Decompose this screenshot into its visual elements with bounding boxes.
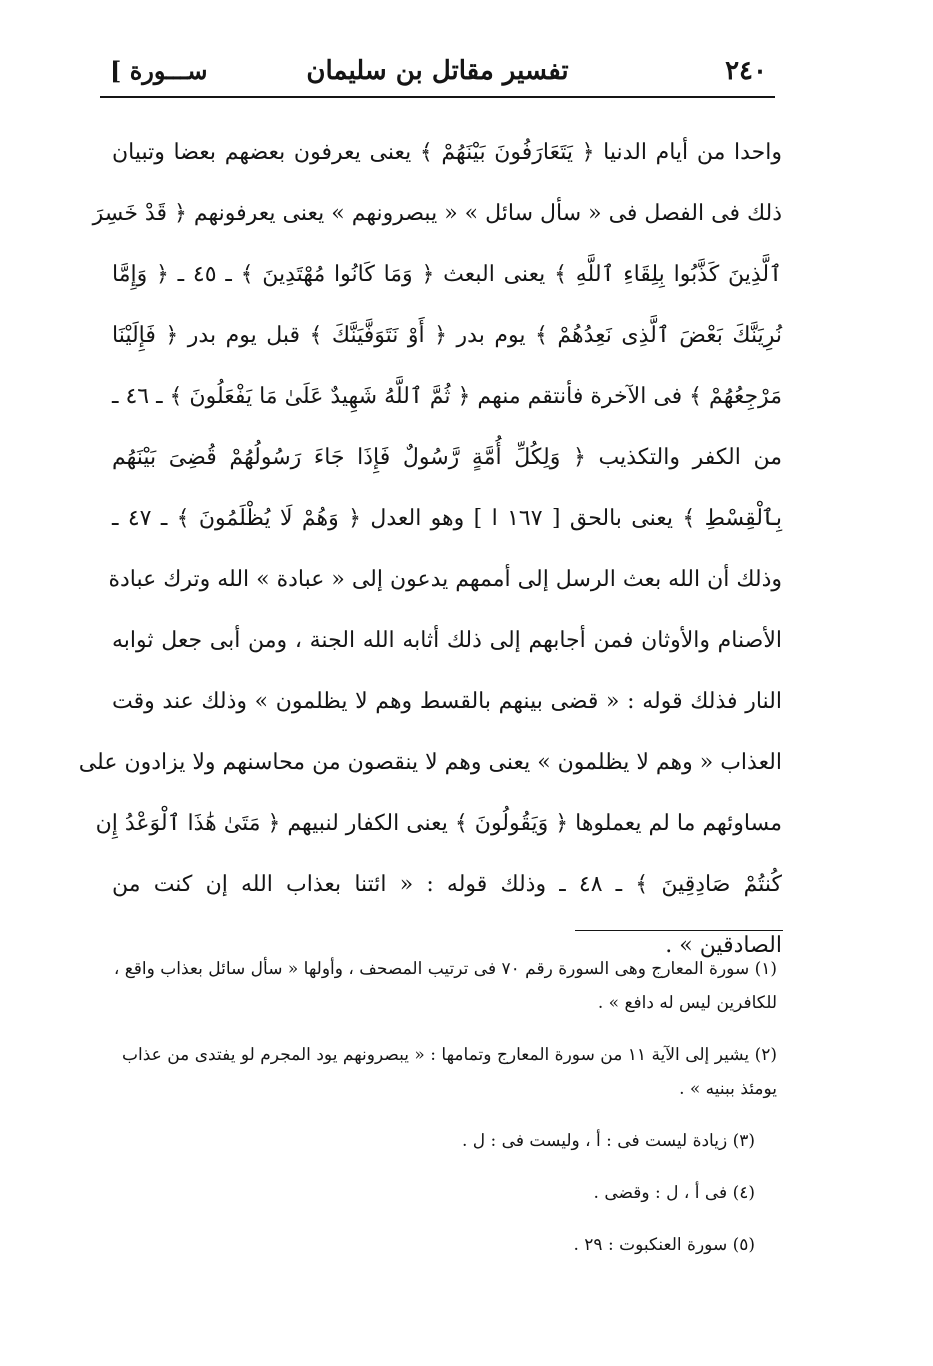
- text-line: كُنتُمْ صَادِقِينَ ﴾ ـ ٤٨ ـ وذلك قوله : « ائتنا بعذاب الله إن كنت من: [112, 872, 782, 897]
- text-line: من الكفر والتكذيب ﴿ وَلِكُلِّ أُمَّةٍ رَّسُولٌ فَإِذَا جَاءَ رَسُولُهُمْ قُضِىَ بَيْنَهُم: [112, 445, 782, 470]
- surah-label: [ ســـورة: [110, 56, 208, 85]
- text-line: وذلك أن الله بعث الرسل إلى أممهم يدعون إلى « عبادة » الله وترك عبادة: [108, 567, 782, 592]
- text-line: ٱلَّذِينَ كَذَّبُوا بِلِقَاءِ ٱللَّهِ ﴾ يعنى البعث ﴿ وَمَا كَانُوا مُهْتَدِينَ ﴾ ـ ٤٥ ـ ﴿ وَإِمَّا: [112, 262, 783, 287]
- footnote-1: [113, 952, 777, 1020]
- footnote-line: (١) سورة المعارج وهى السورة رقم ٧٠ فى ترتيب المصحف ، وأولها « سأل سائل بعذاب واقع ،: [113, 959, 777, 979]
- text-line: النار فذلك قوله : « قضى بينهم بالقسط وهم لا يظلمون » وذلك عند وقت: [112, 689, 782, 714]
- footnote-line: (٣) زيادة ليست فى : أ ، وليست فى : ل .: [461, 1131, 755, 1151]
- tafsir-text: [78, 122, 783, 976]
- footnote-line: للكافرين ليس له دافع » .: [597, 993, 777, 1013]
- footnote-2: [122, 1038, 777, 1106]
- text-line: بِٱلْقِسْطِ ﴾ يعنى بالحق [ ١٦٧ ا ] وهو العدل ﴿ وَهُمْ لَا يُظْلَمُونَ ﴾ ـ ٤٧ ـ: [112, 506, 782, 531]
- header-rule: [100, 96, 775, 98]
- footnotes: [113, 952, 777, 1262]
- footnote-separator: [575, 930, 783, 931]
- footnote-5: [122, 1228, 777, 1262]
- text-line: نُرِيَنَّكَ بَعْضَ ٱلَّذِى نَعِدُهُمْ ﴾ يوم بدر ﴿ أَوْ نَتَوَفَّيَنَّكَ ﴾ قبل يوم بدر ﴿ فَإِلَيْنَا: [112, 323, 783, 348]
- footnote-line: (٤) فى أ ، ل : وقضى .: [593, 1183, 755, 1203]
- text-line: مَرْجِعُهُمْ ﴾ فى الآخرة فأنتقم منهم ﴿ ثُمَّ ٱللَّهُ شَهِيدٌ عَلَىٰ مَا يَفْعَلُونَ ﴾ ـ ٤٦ ـ: [112, 384, 782, 409]
- running-title: تفسير مقاتل بن سليمان: [306, 56, 569, 86]
- footnote-line: (٢) يشير إلى الآية ١١ من سورة المعارج وتمامها : « يبصرونهم يود المجرم لو يفتدى من عذاب: [122, 1045, 777, 1065]
- footnote-4: [122, 1176, 777, 1210]
- footnote-line: يومئذ ببنيه » .: [679, 1079, 777, 1099]
- text-line: واحدا من أيام الدنيا ﴿ يَتَعَارَفُونَ بَيْنَهُمْ ﴾ يعنى يعرفون بعضهم بعضا وتبيان: [112, 140, 782, 165]
- text-line: مساوئهم ما لم يعملوها ﴿ وَيَقُولُونَ ﴾ يعنى الكفار لنبيهم ﴿ مَتَىٰ هَٰذَا ٱلْوَعْدُ إِن: [95, 811, 782, 836]
- page-number: ٢٤٠: [725, 56, 767, 86]
- text-line: الأصنام والأوثان فمن أجابهم إلى ذلك أثابه الله الجنة ، ومن أبى جعل ثوابه: [112, 628, 782, 653]
- text-line: العذاب « وهم لا يظلمون » يعنى وهم لا ينقصون من محاسنهم ولا يزادون على: [78, 750, 782, 775]
- footnote-3: [122, 1124, 777, 1158]
- text-line: الصادقين » .: [665, 933, 782, 958]
- page-header: [100, 48, 775, 98]
- text-line: ذلك فى الفصل فى « سأل سائل » « يبصرونهم » يعنى يعرفونهم ﴿ قَدْ خَسِرَ: [92, 201, 782, 226]
- footnote-line: (٥) سورة العنكبوت : ٢٩ .: [573, 1235, 755, 1255]
